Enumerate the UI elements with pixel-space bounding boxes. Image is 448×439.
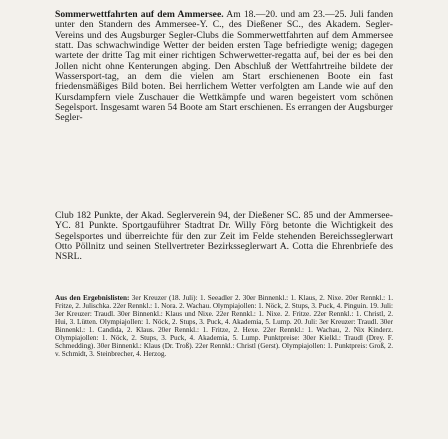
article-intro-text: Am 18.—20. und am 23.—25. Juli fanden unter den Standern des Ammersee-Y. C., des Dießener SC., des Akadem. Segler-Vereins und des Augsburger Segler-Clubs die Sommerwettfahrten auf dem Ammersee statt. Das schwachwindige Wetter der beiden ersten Tage befriedigte wenig; dagegen wartete der dritte Tag mit einer richtigen Schwerwetter-regatta auf, bei der es bei den Jollen nicht ohne Kenterungen abging. Den Abschluß der Wettfahrtreihe bildete der Wassersport-tag, an dem die vielen am Start erschienenen Boote ein fast friedensmäßiges Bild boten. Bei herrlichem Wetter verfolgten am Lande wie auf den Kursdampfern viele Zuschauer die Wettkämpfe und waren begeistert vom schönen Segelsport. Insgesamt waren 54 Boote am Start erschienen. Es errangen der Augsburger Segler- (55, 9, 393, 124)
results-heading: Aus den Ergebnislisten: (55, 294, 130, 302)
results-list (55, 294, 393, 358)
article-paragraph-intro (55, 10, 393, 124)
article-paragraph-results: Club 182 Punkte, der Akad. Seglerverein 94, der Dießener SC. 85 und der Ammersee-YC. 81 Punkte. Sportgauführer Stadtrat Dr. Willy Förg betonte die Wichtigkeit des Segelsportes und überreichte für den zur Zeit im Felde stehenden Bereichsseglerwart Otto Pöllnitz und seinen Stellvertreter Bezirksseglerwart A. Cotta die Ehrenbriefe des NSRL. (55, 210, 393, 263)
article-headline: Sommerwettfahrten auf dem Ammersee. (55, 9, 224, 20)
results-text: 3er Kreuzer (18. Juli): 1. Seeadler 2. 30er Binnenkl.: 1. Klaus, 2. Nixe. 20er Rennkl.: 1. Fritze, 2. Julischka. 22er Rennkl.: 1. Nora. 2. Wachau. Olympiajollen: 1. Nöck, 2. Stups, 3. Puck, 4. Pinguin. 19. Juli: 3er Kreuzer: Traudl. 30er Binnenkl.: Klaus und Nixe. 22er Rennkl.: 1. Nixe. 2. Fritze. 22er Rennkl.: 1. Christl, 2. Hui, 3. Lütten. Olympiajollen: 1. Nöck, 2. Stups, 3. Puck, 4. Akademia, 5. Lump. 20. Juli: 3er Kreuzer: Traudl. 30er Binnenkl.: 1. Candida, 2. Klaus. 20er Rennkl.: 1. Fritze, 2. Hexe. 22er Rennkl.: 1. Wachau, 2. Nix Kinderz. Olympiajollen: 1. Nöck, 2. Stups, 3. Puck, 4. Akademia, 5. Lump. Punktpreise: 30er Kielkl.: Traudl (Drey. F. Schmedding). 30er Binnenkl.: Klaus (Dr. Troß). 22er Rennkl.: Christl (Gerst). Olympiajollen: 1. Punktpreis: Groß, 2. v. Schmidt, 3. Steinbrecher, 4. Herzog. (55, 294, 394, 359)
